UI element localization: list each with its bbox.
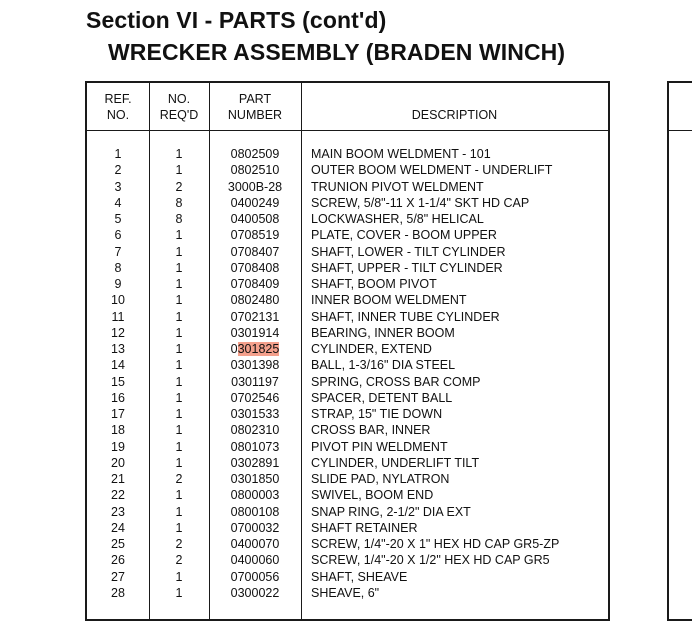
qty-cell: 1 xyxy=(175,163,183,178)
qty-cell: 1 xyxy=(175,374,183,389)
table-row xyxy=(87,260,608,276)
qty-cell: 8 xyxy=(175,212,183,226)
parts-table xyxy=(85,81,610,621)
description-cell: SCREW, 1/4"-20 X 1" HEX HD CAP GR5-ZP xyxy=(311,537,560,551)
description-cell: CYLINDER, EXTEND xyxy=(311,342,432,356)
part-number-cell: 0702131 xyxy=(230,309,280,324)
part-number-cell: 0802310 xyxy=(230,423,280,438)
part-number-cell: 0400249 xyxy=(230,195,280,210)
header-part-number xyxy=(209,91,301,123)
ref-cell: 24 xyxy=(111,520,125,535)
description-cell: SHAFT RETAINER xyxy=(311,520,418,535)
table-row xyxy=(87,536,608,552)
part-number-cell: 0301914 xyxy=(230,325,280,340)
qty-cell: 1 xyxy=(175,260,183,275)
table-row xyxy=(87,569,608,585)
part-number-cell xyxy=(209,341,301,357)
part-number-cell: 0301197 xyxy=(231,374,279,389)
ref-cell: 17 xyxy=(111,407,125,421)
table-row xyxy=(87,422,608,438)
qty-cell: 1 xyxy=(175,325,183,340)
description-cell: CROSS BAR, INNER xyxy=(311,423,431,438)
qty-cell: 1 xyxy=(175,455,183,470)
part-number-cell: 0400070 xyxy=(230,537,280,551)
description-cell: SNAP RING, 2-1/2" DIA EXT xyxy=(311,504,471,519)
ref-cell: 2 xyxy=(114,163,122,178)
description-cell: SCREW, 1/4"-20 X 1/2" HEX HD CAP GR5 xyxy=(311,553,550,568)
part-number-cell: 0301398 xyxy=(230,358,280,373)
qty-cell: 1 xyxy=(175,585,183,600)
ref-cell: 15 xyxy=(111,374,125,389)
description-cell: SHAFT, INNER TUBE CYLINDER xyxy=(311,309,500,324)
qty-cell: 1 xyxy=(175,277,183,291)
part-number-cell: 0802509 xyxy=(230,147,280,161)
description-cell: SHAFT, SHEAVE xyxy=(311,569,408,584)
header-part-line1: PART xyxy=(238,92,272,106)
description-cell: SCREW, 5/8"-11 X 1-1/4" SKT HD CAP xyxy=(311,195,530,210)
qty-cell: 2 xyxy=(175,472,183,486)
part-number-cell: 0708409 xyxy=(230,277,280,291)
qty-cell: 1 xyxy=(175,228,183,243)
header-ref-line1: REF. xyxy=(104,92,132,106)
description-cell: SHAFT, LOWER - TILT CYLINDER xyxy=(311,244,506,259)
part-number-cell: 0801073 xyxy=(230,439,280,454)
ref-cell: 6 xyxy=(114,228,122,243)
part-number-cell: 0301533 xyxy=(230,407,280,421)
description-cell: STRAP, 15" TIE DOWN xyxy=(311,407,443,421)
description-cell: LOCKWASHER, 5/8" HELICAL xyxy=(311,212,484,226)
ref-cell: 14 xyxy=(111,358,125,373)
table-row xyxy=(87,439,608,455)
description-cell: MAIN BOOM WELDMENT - 101 xyxy=(311,147,491,161)
description-cell: CYLINDER, UNDERLIFT TILT xyxy=(311,455,480,470)
ref-cell: 18 xyxy=(111,423,125,438)
ref-cell: 10 xyxy=(111,293,125,308)
table-row xyxy=(87,357,608,373)
ref-cell: 23 xyxy=(111,504,125,519)
ref-cell: 8 xyxy=(114,260,122,275)
description-cell: SWIVEL, BOOM END xyxy=(311,488,434,503)
table-row xyxy=(87,487,608,503)
description-cell: SPACER, DETENT BALL xyxy=(311,390,453,405)
ref-cell: 16 xyxy=(111,390,125,405)
ref-cell: 25 xyxy=(111,537,125,551)
description-cell: BALL, 1-3/16" DIA STEEL xyxy=(311,358,456,373)
qty-cell: 2 xyxy=(175,537,183,551)
ref-cell: 11 xyxy=(111,309,125,324)
description-cell: INNER BOOM WELDMENT xyxy=(311,293,467,308)
ref-cell: 13 xyxy=(111,342,125,356)
qty-cell: 1 xyxy=(175,358,183,373)
header-divider xyxy=(87,130,608,131)
table-row xyxy=(87,455,608,471)
table-row xyxy=(87,292,608,308)
description-cell: SHAFT, BOOM PIVOT xyxy=(311,277,437,291)
part-number-cell: 0300022 xyxy=(230,585,280,600)
part-number-cell: 0702546 xyxy=(230,390,280,405)
description-cell: PLATE, COVER - BOOM UPPER xyxy=(311,228,497,243)
table-row xyxy=(87,374,608,390)
table-row xyxy=(87,309,608,325)
qty-cell: 1 xyxy=(175,520,183,535)
section-title: Section VI - PARTS (cont'd) xyxy=(86,7,387,33)
table-row xyxy=(87,227,608,243)
header-no-reqd xyxy=(149,91,209,123)
table-row xyxy=(87,195,608,211)
table-row xyxy=(87,276,608,292)
table-row xyxy=(87,406,608,422)
part-number-cell: 0700032 xyxy=(230,520,280,535)
table-row xyxy=(87,585,608,601)
table-row xyxy=(87,552,608,568)
highlighted-part-number: 301825 xyxy=(237,342,280,356)
ref-cell: 12 xyxy=(111,325,125,340)
ref-cell: 7 xyxy=(114,244,122,259)
qty-cell: 1 xyxy=(175,147,183,161)
part-number-cell: 0708519 xyxy=(230,228,280,243)
table-row xyxy=(87,471,608,487)
qty-cell: 1 xyxy=(175,407,183,421)
description-cell: SLIDE PAD, NYLATRON xyxy=(311,472,450,486)
ref-cell: 28 xyxy=(111,585,125,600)
header-description xyxy=(301,107,608,123)
qty-cell: 1 xyxy=(175,342,183,356)
qty-cell: 1 xyxy=(175,390,183,405)
qty-cell: 1 xyxy=(175,488,183,503)
part-number-cell: 0700056 xyxy=(230,569,280,584)
qty-cell: 8 xyxy=(175,195,183,210)
qty-cell: 2 xyxy=(175,553,183,568)
adjacent-table-edge xyxy=(667,81,692,621)
parts-rows xyxy=(87,146,608,601)
table-row xyxy=(87,162,608,178)
ref-cell: 4 xyxy=(114,195,122,210)
description-cell: SHEAVE, 6" xyxy=(311,585,380,600)
header-ref-line2: NO. xyxy=(106,108,130,122)
header-req-line1: NO. xyxy=(167,92,191,106)
header-part-line2: NUMBER xyxy=(227,108,283,122)
description-cell: PIVOT PIN WELDMENT xyxy=(311,439,448,454)
ref-cell: 27 xyxy=(111,569,125,584)
qty-cell: 1 xyxy=(175,439,183,454)
ref-cell: 19 xyxy=(111,439,125,454)
part-number-cell: 0708408 xyxy=(230,260,280,275)
table-row xyxy=(87,325,608,341)
part-number-cell: 0800003 xyxy=(230,488,280,503)
table-row xyxy=(87,390,608,406)
header-desc-label: DESCRIPTION xyxy=(411,108,498,122)
ref-cell: 1 xyxy=(114,147,122,161)
table-row xyxy=(87,146,608,162)
part-number-cell: 0800108 xyxy=(230,504,280,519)
header-ref-no xyxy=(87,91,149,123)
assembly-title: WRECKER ASSEMBLY (BRADEN WINCH) xyxy=(108,39,566,65)
qty-cell: 1 xyxy=(175,293,183,308)
table-row xyxy=(87,244,608,260)
part-number-cell: 0802480 xyxy=(230,293,280,308)
ref-cell: 5 xyxy=(114,212,122,226)
part-number-cell: 0708407 xyxy=(230,244,280,259)
part-number-cell: 0400508 xyxy=(230,212,280,226)
qty-cell: 1 xyxy=(175,569,183,584)
ref-cell: 3 xyxy=(114,179,122,194)
ref-cell: 21 xyxy=(111,472,125,486)
description-cell: SHAFT, UPPER - TILT CYLINDER xyxy=(311,260,503,275)
qty-cell: 1 xyxy=(175,309,183,324)
qty-cell: 2 xyxy=(175,179,183,194)
part-number-prefix: 0 xyxy=(230,342,238,356)
description-cell: SPRING, CROSS BAR COMP xyxy=(311,374,481,389)
table-row xyxy=(87,520,608,536)
description-cell: BEARING, INNER BOOM xyxy=(311,325,455,340)
ref-cell: 20 xyxy=(111,455,125,470)
description-cell: OUTER BOOM WELDMENT - UNDERLIFT xyxy=(311,163,553,178)
ref-cell: 26 xyxy=(111,553,125,568)
table-row xyxy=(87,211,608,227)
table-row xyxy=(87,341,608,357)
ref-cell: 9 xyxy=(114,277,122,291)
description-cell: TRUNION PIVOT WELDMENT xyxy=(311,179,484,194)
header-req-line2: REQ'D xyxy=(159,108,199,122)
part-number-cell: 0802510 xyxy=(230,163,280,178)
table-row xyxy=(87,179,608,195)
ref-cell: 22 xyxy=(111,488,125,503)
qty-cell: 1 xyxy=(175,504,183,519)
table-row xyxy=(87,504,608,520)
part-number-cell: 3000B-28 xyxy=(227,179,283,194)
part-number-cell: 0302891 xyxy=(230,455,280,470)
part-number-cell: 0301850 xyxy=(230,472,280,486)
part-number-cell: 0400060 xyxy=(230,553,280,568)
qty-cell: 1 xyxy=(175,423,183,438)
qty-cell: 1 xyxy=(175,244,183,259)
adjacent-header-divider xyxy=(669,130,692,131)
